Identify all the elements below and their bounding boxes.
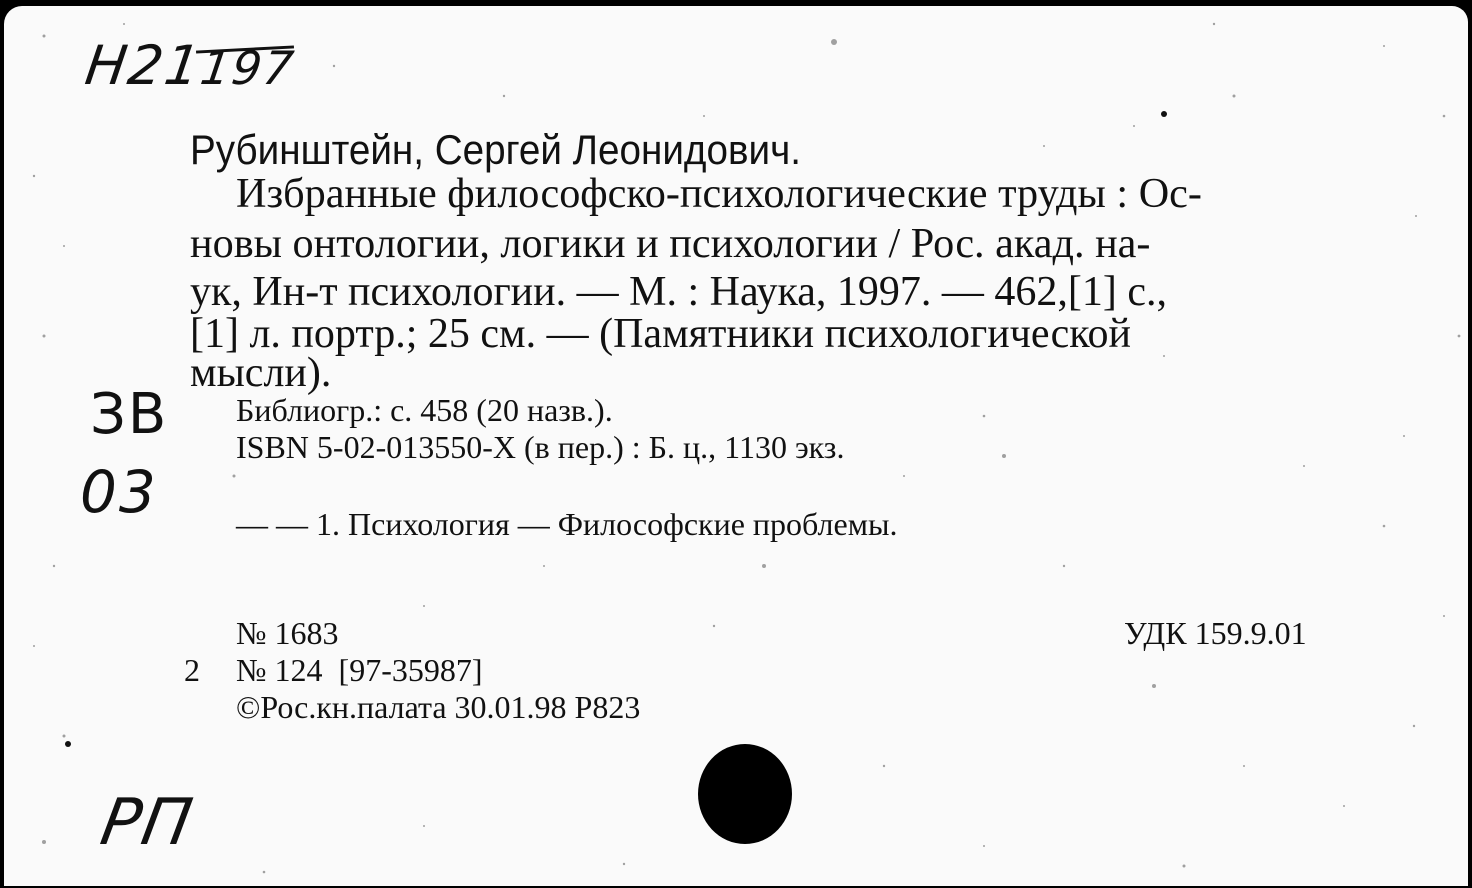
bibliography-note: Библиогр.: с. 458 (20 назв.). bbox=[236, 392, 613, 428]
card-punch-hole bbox=[698, 744, 792, 844]
handwritten-shelfmark bbox=[82, 34, 300, 97]
udk-code: УДК 159.9.01 bbox=[1124, 615, 1307, 651]
record-number-2: № 124 [97-35987] bbox=[236, 652, 483, 688]
copy-count: 2 bbox=[184, 652, 200, 688]
handwritten-bottom-mark: РП bbox=[95, 786, 200, 860]
handwritten-margin-mark-2: 03 bbox=[80, 458, 158, 526]
description-line-1: Избранные философско-психологические труды : Ос- bbox=[236, 171, 1202, 217]
description-line-2: новы онтологии, логики и психологии / Рос. акад. на- bbox=[190, 221, 1151, 267]
shelfmark-prefix: Н21 bbox=[81, 34, 206, 97]
handwritten-margin-mark-1: ЗВ bbox=[90, 382, 169, 447]
description-line-4: [1] л. портр.; 25 см. — (Памятники психологической bbox=[190, 311, 1131, 357]
record-number-1: № 1683 bbox=[236, 615, 339, 651]
copyright-line: ©Рос.кн.палата 30.01.98 Р823 bbox=[236, 689, 641, 725]
description-line-3: ук, Ин-т психологии. — М. : Наука, 1997. — 462,[1] с., bbox=[190, 269, 1168, 315]
subject-heading: — — 1. Психология — Философские проблемы. bbox=[236, 506, 898, 542]
shelfmark-number: 197 bbox=[197, 41, 299, 95]
catalog-card bbox=[4, 6, 1468, 886]
isbn-note: ISBN 5-02-013550-X (в пер.) : Б. ц., 1130 экз. bbox=[236, 429, 845, 465]
author-heading: Рубинштейн, Сергей Леонидович. bbox=[190, 126, 801, 173]
description-line-5: мысли). bbox=[190, 350, 332, 396]
